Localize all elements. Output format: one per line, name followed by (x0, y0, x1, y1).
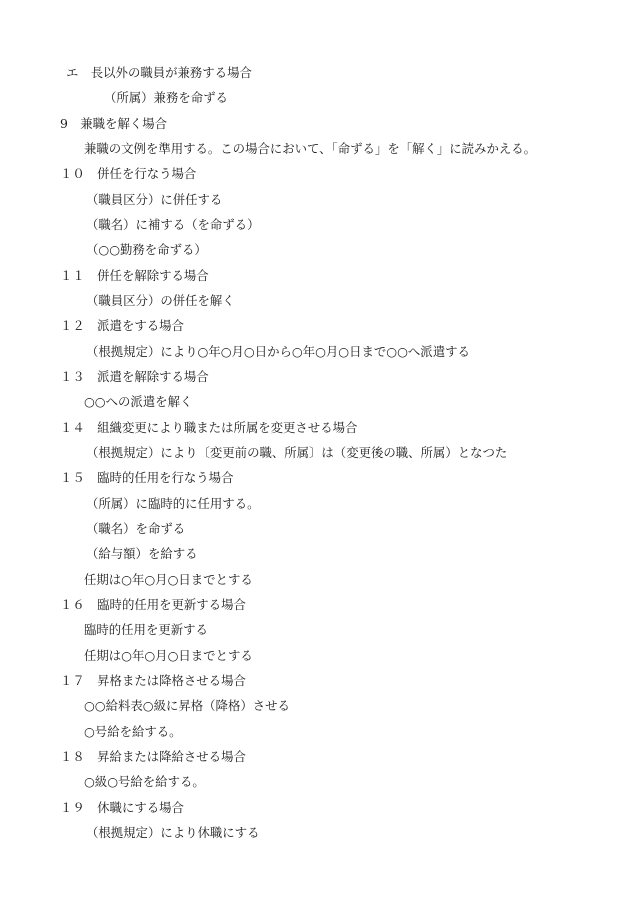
section-18-line-1: ○級○号給を給する。 (84, 774, 205, 789)
section-17-line-2: ○号給を給する。 (84, 724, 182, 739)
section-14-line-1: （根拠規定）により〔変更前の職、所属〕は（変更後の職、所属）となつた (86, 445, 508, 460)
section-10-line-3: （○○勤務を命ずる） (86, 242, 207, 257)
section-15-heading: １５ 臨時的任用を行なう場合 (60, 470, 234, 485)
section-16-line-1: 臨時的任用を更新する (84, 622, 208, 637)
section-10-line-1: （職員区分）に併任する (86, 192, 223, 207)
section-17-heading: １７ 昇格または降格させる場合 (60, 673, 246, 688)
section-14-heading: １４ 組織変更により職または所属を変更させる場合 (60, 420, 358, 435)
section-10-heading: １０ 併任を行なう場合 (60, 166, 197, 181)
section-19-heading: １９ 休職にする場合 (60, 800, 184, 815)
section-11-line-1: （職員区分）の併任を解く (86, 293, 235, 308)
subsection-e-body: （所属）兼務を命ずる (104, 90, 228, 105)
section-13-line-1: ○○への派遣を解く (84, 394, 193, 409)
section-16-line-2: 任期は○年○月○日までとする (84, 648, 253, 663)
section-12-line-1: （根拠規定）により○年○月○日から○年○月○日まで○○へ派遣する (86, 344, 470, 359)
section-10-line-2: （職名）に補する（を命ずる） (86, 217, 260, 232)
section-19-line-1: （根拠規定）により休職にする (86, 825, 260, 840)
section-13-heading: １３ 派遣を解除する場合 (60, 369, 209, 384)
section-17-line-1: ○○給料表○級に昇格（降格）させる (84, 698, 290, 713)
section-12-heading: １２ 派遣をする場合 (60, 318, 184, 333)
section-16-heading: １６ 臨時的任用を更新する場合 (60, 597, 246, 612)
section-15-line-4: 任期は○年○月○日までとする (84, 572, 253, 587)
section-15-line-3: （給与額）を給する (86, 546, 198, 561)
subsection-e-heading: エ 長以外の職員が兼務する場合 (66, 65, 252, 80)
section-11-heading: １１ 併任を解除する場合 (60, 268, 209, 283)
section-9-heading: 9 兼職を解く場合 (60, 116, 168, 131)
section-15-line-1: （所属）に臨時的に任用する。 (86, 496, 260, 511)
section-15-line-2: （職名）を命ずる (86, 521, 186, 536)
section-9-body: 兼職の文例を準用する。この場合において、「命ずる」を「解く」に読みかえる。 (84, 141, 537, 156)
section-18-heading: １８ 昇給または降給させる場合 (60, 749, 246, 764)
